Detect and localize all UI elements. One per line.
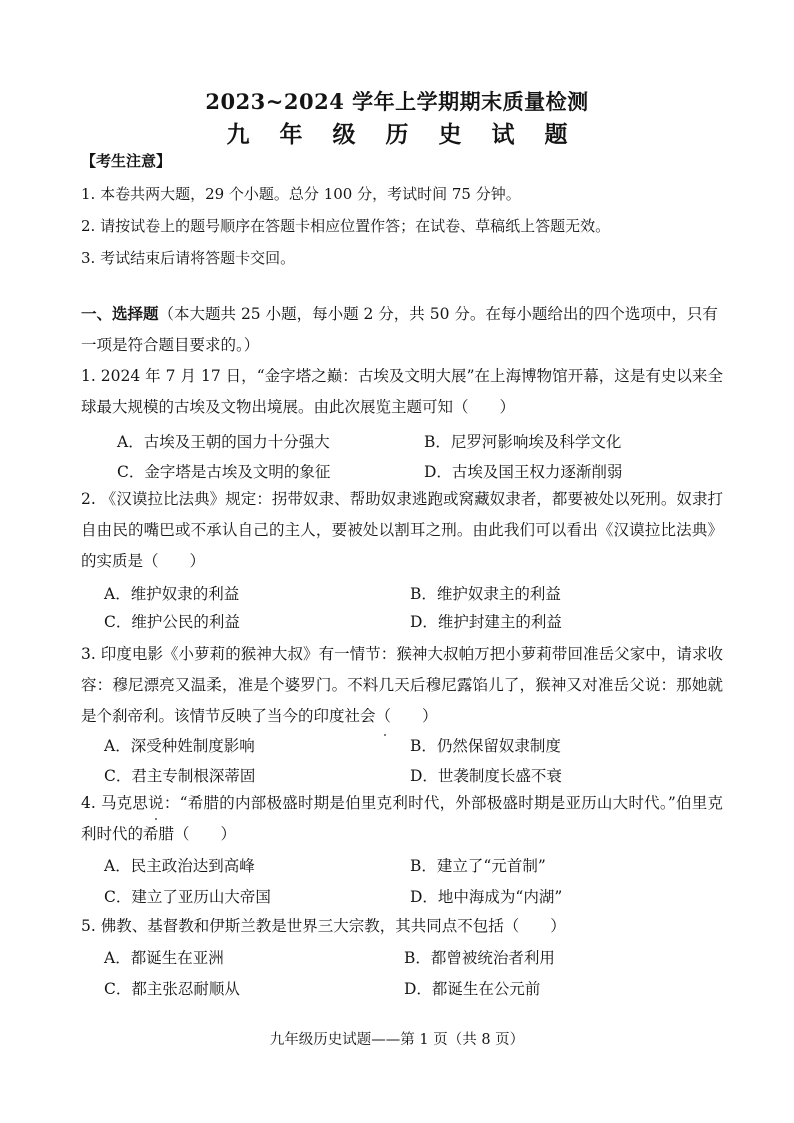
option-c: C．金字塔是古埃及文明的象征 (117, 463, 331, 481)
option-b: B．都曾被统治者利用 (404, 949, 555, 967)
scan-speck (155, 818, 157, 820)
option-c: C．君主专制根深蒂固 (104, 767, 256, 785)
option-b: B．尼罗河影响埃及科学文化 (424, 433, 622, 451)
option-a: A．都诞生在亚洲 (104, 949, 224, 967)
option-b: B．建立了“元首制” (410, 857, 546, 875)
question-stem: 3. 印度电影《小萝莉的猴神大叔》有一情节：猴神大叔帕万把小萝莉带回准岳父家中，请求收容：穆尼漂亮又温柔，准是个婆罗门。不料几天后穆尼露馅儿了，猴神又对准岳父说：那她就是个刹帝利。该情节反映了当今的印度社会（ ） (81, 645, 723, 725)
notice-heading: 【考生注意】 (81, 152, 172, 170)
option-a: A．民主政治达到高峰 (104, 857, 255, 875)
section-header (81, 298, 721, 361)
question-stem: 1. 2024 年 7 月 17 日，“金字塔之巅：古埃及文明大展”在上海博物馆开幕，这是有史以来全球最大规模的古埃及文物出境展。由此次展览主题可知（ ） (81, 367, 723, 416)
option-b: B．仍然保留奴隶制度 (410, 737, 561, 755)
option-d: D．维护封建主的利益 (410, 613, 562, 631)
option-c: C．都主张忍耐顺从 (104, 980, 240, 998)
option-a: A．维护奴隶的利益 (104, 585, 240, 603)
option-c: C．建立了亚历山大帝国 (104, 888, 271, 906)
question-stem: 4. 马克思说：“希腊的内部极盛时期是伯里克利时代，外部极盛时期是亚历山大时代。”伯里克利时代的希腊（ ） (81, 794, 723, 843)
notice-item: 3. 考试结束后请将答题卡交回。 (81, 249, 296, 267)
option-a: A．深受种姓制度影响 (104, 737, 255, 755)
option-d: D．世袭制度长盛不衰 (410, 767, 562, 785)
section-description: （本大题共 25 小题，每小题 2 分，共 50 分。在每小题给出的四个选项中，只有一项是符合题目要求的。） (81, 305, 718, 354)
page-footer: 九年级历史试题——第 1 页（共 8 页） (269, 1032, 525, 1048)
option-b: B．维护奴隶主的利益 (410, 585, 561, 603)
option-a: A．古埃及王朝的国力十分强大 (117, 433, 330, 451)
notice-item: 2. 请按试卷上的题号顺序在答题卡相应位置作答；在试卷、草稿纸上答题无效。 (81, 217, 611, 235)
option-d: D．古埃及国王权力逐渐削弱 (424, 463, 623, 481)
exam-title: 2023~2024 学年上学期期末质量检测 (205, 89, 589, 114)
question-stem: 2. 《汉谟拉比法典》规定：拐带奴隶、帮助奴隶逃跑或窝藏奴隶者，都要被处以死刑。奴隶打自由民的嘴巴或不承认自己的主人，要被处以割耳之刑。由此我们可以看出《汉谟拉比法典》的实质是（ ） (81, 490, 723, 570)
question-stem: 5. 佛教、基督教和伊斯兰教是世界三大宗教，其共同点不包括（ ） (81, 917, 566, 935)
scan-speck (384, 734, 386, 736)
notice-item: 1. 本卷共两大题，29 个小题。总分 100 分，考试时间 75 分钟。 (81, 185, 521, 203)
option-c: C．维护公民的利益 (104, 613, 240, 631)
option-d: D．都诞生在公元前 (404, 980, 541, 998)
exam-subtitle: 九年级历史试题 (226, 121, 598, 148)
option-d: D．地中海成为“内湖” (410, 888, 563, 906)
section-title: 一、选择题 (81, 304, 159, 323)
